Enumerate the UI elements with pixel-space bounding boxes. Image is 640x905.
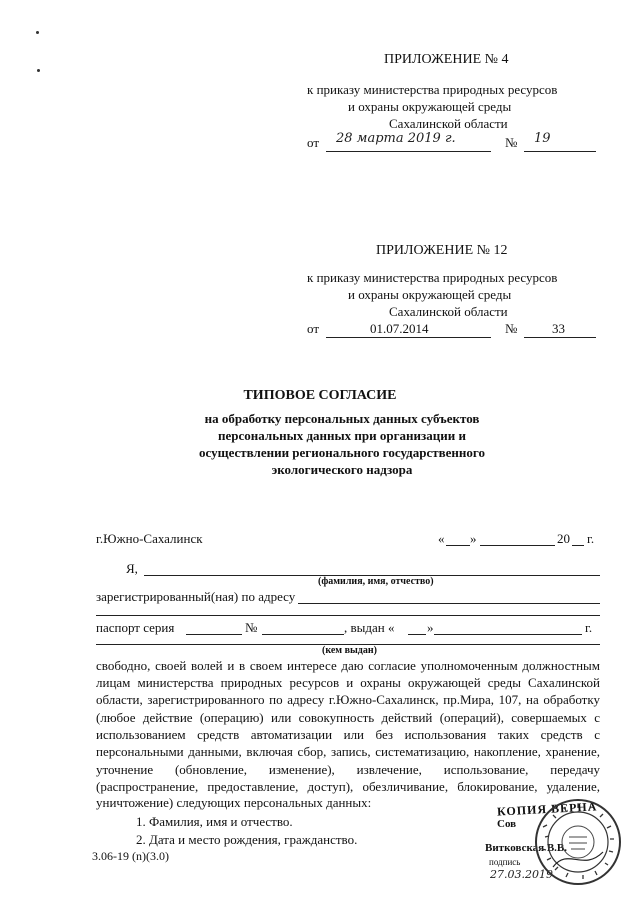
consent-subtitle-line: осуществлении регионального государственного: [199, 445, 485, 460]
stamp-date-handwritten: 27.03.2019: [490, 868, 553, 881]
passport-number-field[interactable]: [262, 634, 344, 635]
issued-close-quote: »: [427, 620, 434, 635]
consent-text-last-line: уничтожение) следующих персональных данных:: [96, 795, 372, 810]
appendix4-title: ПРИЛОЖЕНИЕ № 4: [384, 52, 509, 67]
passport-label: паспорт серия: [96, 620, 175, 635]
appendix12-from-label: от: [307, 321, 320, 336]
registered-label: зарегистрированный(ная) по адресу: [96, 589, 296, 604]
consent-subtitle-line: персональных данных при организации и: [218, 428, 466, 443]
appendix4-line: и охраны окружающей среды: [348, 99, 512, 114]
appendix4-line: к приказу министерства природных ресурсов: [307, 82, 558, 97]
consent-text-line: свободно, своей волей и в своем интересе даю согласие уполномоченным должностным: [96, 658, 600, 673]
date-day-field[interactable]: [446, 545, 470, 546]
address-field[interactable]: [298, 603, 600, 604]
appendix4-line: Сахалинской области: [389, 116, 508, 131]
consent-text-line: области, зарегистрированного по адресу г.Южно-Сахалинск, пр.Мира, 107, на обработку: [96, 692, 600, 707]
appendix4-num-handwritten: 19: [534, 131, 551, 146]
appendix12-num-label: №: [505, 321, 518, 336]
date-year-field[interactable]: [572, 545, 584, 546]
consent-text-line: лицам министерства природных ресурсов и охраны окружающей среды Сахалинской: [96, 675, 600, 690]
appendix12-line: к приказу министерства природных ресурсов: [307, 270, 558, 285]
issued-label: , выдан «: [344, 620, 395, 635]
date-open-quote: «: [438, 531, 445, 546]
scan-speck: [36, 31, 39, 34]
date-month-field[interactable]: [480, 545, 555, 546]
address-field-continued[interactable]: [96, 615, 600, 616]
appendix4-num-label: №: [505, 135, 518, 150]
form-code: 3.06-19 (n)(3.0): [92, 849, 169, 863]
consent-subtitle-line: на обработку персональных данных субъектов: [204, 411, 480, 426]
consent-text-line: уточнение (обновление, изменение), извлечение, использование, передачу: [96, 762, 600, 777]
appendix12-line: Сахалинской области: [389, 304, 508, 319]
round-seal-icon: [533, 797, 623, 887]
list-item: 2. Дата и место рождения, гражданство.: [136, 832, 358, 847]
date-year-prefix: 20: [557, 531, 570, 546]
passport-number-label: №: [245, 620, 258, 635]
consent-text-line: использованием средств автоматизации или без использования таких средств с: [96, 727, 600, 742]
list-item: 1. Фамилия, имя и отчество.: [136, 814, 293, 829]
appendix4-num-line: [524, 151, 596, 152]
consent-text-line: (распространение, предоставление, доступ), обезличивание, блокирование, удаление,: [96, 779, 600, 794]
appendix4-from-label: от: [307, 135, 320, 150]
appendix12-date-line: [326, 337, 491, 338]
consent-text-line: (любое действие (операцию) или совокупность действий (операций), совершаемых с: [96, 710, 600, 725]
city: г.Южно-Сахалинск: [96, 531, 203, 546]
i-label: Я,: [126, 561, 138, 576]
appendix4-date-handwritten: 28 марта 2019 г.: [336, 131, 456, 146]
appendix12-num-line: [524, 337, 596, 338]
issued-date-field[interactable]: [434, 634, 582, 635]
stamp-official-name: Витковская В.В.: [485, 842, 568, 854]
scan-speck: [37, 69, 40, 72]
issued-by-caption: (кем выдан): [322, 645, 377, 656]
issued-day-field[interactable]: [408, 634, 426, 635]
fio-caption: (фамилия, имя, отчество): [318, 576, 434, 587]
issued-year-suffix: г.: [585, 620, 593, 635]
appendix12-line: и охраны окружающей среды: [348, 287, 512, 302]
appendix12-date: 01.07.2014: [370, 321, 429, 336]
appendix12-title: ПРИЛОЖЕНИЕ № 12: [376, 243, 508, 258]
stamp-line: Сов: [497, 818, 517, 830]
date-year-suffix: г.: [587, 531, 595, 546]
passport-series-field[interactable]: [186, 634, 242, 635]
appendix4-date-line: [326, 151, 491, 152]
consent-text-line: персональными данными, включая сбор, запись, систематизацию, накопление, хранение,: [96, 744, 600, 759]
date-close-quote: »: [470, 531, 477, 546]
appendix12-num: 33: [552, 321, 565, 336]
consent-subtitle-line: экологического надзора: [271, 462, 413, 477]
copy-verified-stamp: КОПИЯ ВЕРНА: [496, 799, 598, 819]
consent-title: ТИПОВОЕ СОГЛАСИЕ: [243, 388, 397, 403]
stamp-signature-label: подпись: [489, 857, 521, 867]
